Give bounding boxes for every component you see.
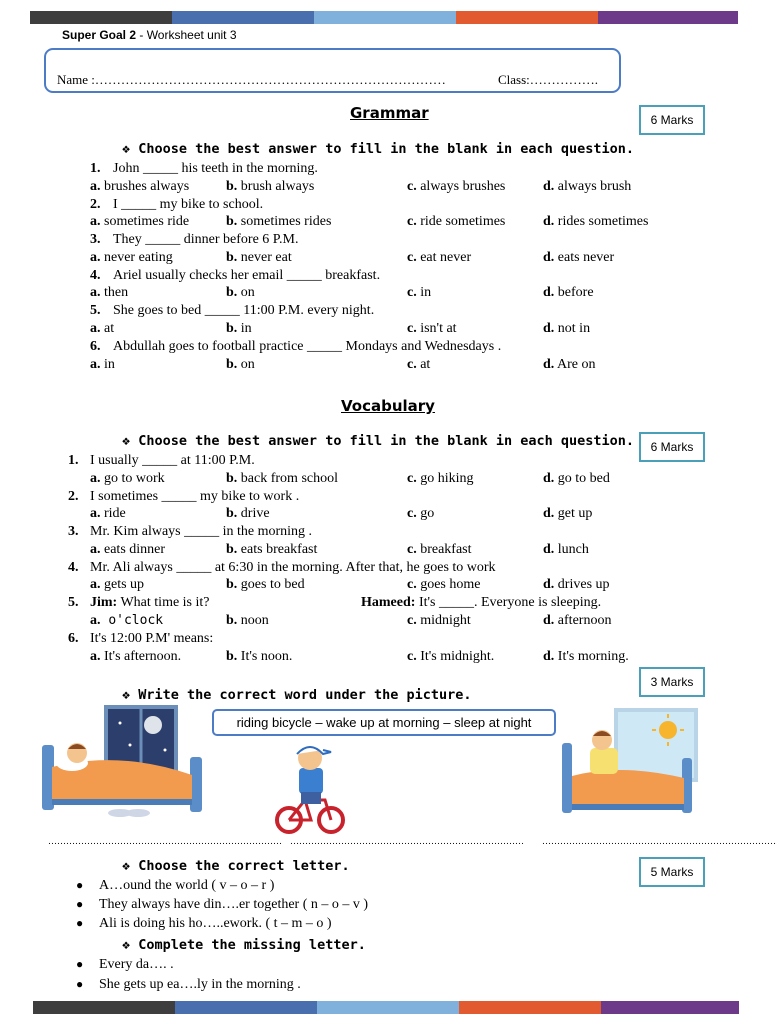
option-c[interactable] [407,471,474,487]
option-c[interactable] [407,613,471,629]
bullet-icon: ● [76,957,84,971]
option-text: back from school [237,470,338,486]
option-text: on [237,356,255,372]
option-b[interactable] [226,250,292,266]
name-box [44,48,621,93]
option-b[interactable] [226,649,292,665]
missing-letter-instruction: ❖ Complete the missing letter. [122,937,366,953]
option-letter: b. [226,356,238,372]
option-text: in [416,285,432,301]
option-letter: d. [543,285,555,301]
option-d[interactable] [543,613,611,629]
question-text: It's 12:00 P.M' means: [90,631,214,646]
grammar-title: Grammar [350,104,429,122]
question-number: 2. [90,196,101,212]
option-letter: a. [90,612,101,628]
option-text: lunch [554,541,589,557]
option-d[interactable] [543,179,631,195]
option-text: eat never [416,249,472,265]
question-text: She goes to bed _____ 11:00 P.M. every night. [113,303,375,319]
option-letter: b. [226,285,238,301]
bar-segment-1 [33,1001,175,1014]
option-letter: d. [543,320,555,336]
option-a[interactable] [90,357,115,373]
option-text: It's midnight. [416,648,495,664]
bar-segment-4 [459,1001,601,1014]
option-text: before [554,285,594,301]
option-letter: a. [90,541,101,557]
missing-letter-text[interactable]: She gets up ea….ly in the morning . [99,976,301,992]
option-text: eats dinner [100,541,166,557]
option-letter: c. [407,285,417,301]
option-text: brushes always [100,178,190,194]
option-d[interactable] [543,577,610,593]
pictures-marks-badge: 3 Marks [639,667,705,697]
option-text: eats breakfast [237,541,318,557]
option-letter: d. [543,249,555,265]
option-text: at [100,320,115,336]
option-b[interactable] [226,506,270,522]
question-text: I _____ my bike to school. [113,196,264,212]
option-letter: a. [90,470,101,486]
option-text: It's morning. [554,648,629,664]
option-letter: a. [90,577,101,593]
question-text: They _____ dinner before 6 P.M. [113,232,299,248]
book-title: Super Goal 2 [62,28,137,42]
bar-segment-5 [601,1001,739,1014]
option-text: drive [237,506,270,522]
option-letter: c. [407,612,417,628]
option-d[interactable] [543,285,594,301]
option-text: isn't at [416,320,457,336]
option-text: go to bed [554,470,610,486]
option-text: Are on [554,356,596,372]
option-b[interactable] [226,542,317,558]
option-d[interactable] [543,542,589,558]
option-text: not in [554,320,591,336]
option-letter: a. [90,320,101,336]
option-c[interactable] [407,321,457,337]
option-letter: b. [226,470,238,486]
option-d[interactable] [543,471,610,487]
option-letter: b. [226,648,238,664]
option-letter: c. [407,249,417,265]
option-a[interactable] [90,471,165,487]
question-number: 4. [68,559,79,575]
option-text: noon [237,612,269,628]
class-field[interactable]: Class:……………. [498,72,599,87]
option-text: never eating [100,249,173,265]
option-text: in [237,320,252,336]
option-text: brush always [237,178,315,194]
option-a[interactable] [90,321,114,337]
option-letter: a. [90,249,101,265]
bullet-icon: ● [76,976,84,991]
option-text: o'clock [100,612,164,628]
bullet-icon: ● [76,878,84,892]
option-text: drives up [554,577,610,593]
option-letter: a. [90,506,101,522]
option-text: at [416,356,431,372]
option-letter: a. [90,214,101,230]
question-text: Mr. Kim always _____ in the morning . [90,524,313,540]
option-b[interactable] [226,179,314,195]
option-letter: d. [543,178,555,194]
bar-segment-5 [598,11,738,24]
option-letter: c. [407,320,417,336]
option-text: never eat [237,249,292,265]
option-letter: c. [407,577,417,593]
option-letter: b. [226,320,238,336]
option-text: eats never [554,249,615,265]
pictures-instruction: ❖ Write the correct word under the picture. [122,687,472,703]
question-number: 6. [90,339,101,354]
option-letter: b. [226,249,238,265]
question-number: 5. [68,595,79,611]
vocabulary-title: Vocabulary [341,397,435,415]
option-letter: a. [90,178,101,194]
option-b[interactable] [226,285,255,301]
option-b[interactable] [226,321,252,337]
question-line-2 [361,595,601,611]
option-text: gets up [100,577,145,593]
option-c[interactable] [407,250,471,266]
option-letter: c. [407,541,417,557]
option-letter: d. [543,506,555,522]
grammar-marks-badge: 6 Marks [639,105,705,135]
option-d[interactable] [543,357,596,373]
question-text: Abdullah goes to football practice _____ Mondays and Wednesdays . [113,339,502,354]
option-b[interactable] [226,471,338,487]
speaker-label: Hameed: [361,595,416,611]
option-text: on [237,285,255,301]
question-text: John _____ his teeth in the morning. [113,161,318,176]
option-text: goes home [416,577,481,593]
option-text: It's noon. [237,648,293,664]
option-text: always brush [554,178,632,194]
option-a[interactable] [90,214,189,230]
letter-choice-text[interactable]: A…ound the world ( v – o – r ) [99,878,275,893]
option-c[interactable] [407,577,480,593]
letter-choice-text[interactable]: Ali is doing his ho…..ework. ( t – m – o ) [99,916,332,932]
question-text: I usually _____ at 11:00 P.M. [90,453,255,468]
question-number: 4. [90,267,101,283]
letters-marks-badge: 5 Marks [639,857,705,887]
option-b[interactable] [226,613,269,629]
answer-blank-3[interactable]: …………………………………………………………………… [542,836,776,846]
answer-blank-1[interactable]: …………………………………………………………………… [48,836,282,846]
option-text: sometimes rides [237,214,332,230]
question-text: Ariel usually checks her email _____ breakfast. [113,267,381,283]
option-letter: d. [543,356,555,372]
sleep-at-night-picture [40,705,218,820]
question-number: 1. [68,453,79,468]
option-a[interactable] [90,649,181,665]
option-text: go to work [100,470,165,486]
option-c[interactable] [407,506,434,522]
option-c[interactable] [407,285,431,301]
option-text: go hiking [416,470,474,486]
answer-blank-2[interactable]: …………………………………………………………………… [290,836,524,846]
option-text: always brushes [416,178,506,194]
option-text: rides sometimes [554,214,649,230]
letters-instruction: ❖ Choose the correct letter. [122,858,350,874]
option-text: sometimes ride [100,214,190,230]
option-d[interactable] [543,214,648,230]
option-letter: c. [407,506,417,522]
bar-segment-4 [456,11,598,24]
option-text: get up [554,506,593,522]
option-text: It's afternoon. [100,648,182,664]
question-number: 6. [68,631,79,646]
option-c[interactable] [407,649,494,665]
worksheet-subtitle: - Worksheet unit 3 [136,28,237,42]
option-letter: b. [226,541,238,557]
option-letter: c. [407,356,417,372]
grammar-instruction: ❖ Choose the best answer to fill in the blank in each question. [122,141,635,157]
option-c[interactable] [407,179,505,195]
option-text: then [100,285,129,301]
option-text: breakfast [416,541,472,557]
question-number: 2. [68,488,79,504]
option-text: afternoon [554,612,612,628]
wake-up-at-morning-picture [560,708,705,823]
option-a[interactable] [90,506,126,522]
option-letter: d. [543,612,555,628]
option-letter: c. [407,470,417,486]
option-d[interactable] [543,506,592,522]
option-letter: c. [407,214,417,230]
option-letter: b. [226,577,238,593]
option-letter: d. [543,470,555,486]
option-a[interactable] [90,285,128,301]
option-a[interactable] [90,577,144,593]
word-bank-box: riding bicycle – wake up at morning – sleep at night [212,709,556,736]
option-letter: a. [90,356,101,372]
option-d[interactable] [543,250,614,266]
option-text: goes to bed [237,577,305,593]
option-c[interactable] [407,214,505,230]
question-text: I sometimes _____ my bike to work . [90,488,300,504]
option-letter: c. [407,648,417,664]
option-b[interactable] [226,357,255,373]
option-letter: b. [226,612,238,628]
vocabulary-marks-badge: 6 Marks [639,432,705,462]
option-a[interactable] [90,250,173,266]
bar-segment-2 [175,1001,317,1014]
option-text: ride sometimes [416,214,506,230]
question-text: What time is it? [117,595,210,611]
question-number: 1. [90,161,101,176]
option-letter: a. [90,648,101,664]
worksheet-header [62,28,237,42]
question-number: 5. [90,303,101,319]
bar-segment-3 [314,11,456,24]
speaker-label: Jim: [90,595,118,611]
question-number: 3. [68,524,79,540]
option-d[interactable] [543,649,629,665]
vocabulary-instruction: ❖ Choose the best answer to fill in the blank in each question. [122,433,635,449]
option-a[interactable] [90,613,163,629]
option-text: midnight [416,612,471,628]
question-text: It's _____. Everyone is sleeping. [415,595,602,611]
option-b[interactable] [226,577,305,593]
bullet-icon: ● [76,897,84,912]
question-text: Mr. Ali always _____ at 6:30 in the morning. After that, he goes to work [90,559,496,575]
option-text: go [416,506,435,522]
question-line-1 [90,595,210,611]
option-letter: a. [90,285,101,301]
option-a[interactable] [90,542,165,558]
option-b[interactable] [226,214,331,230]
option-text: ride [100,506,126,522]
option-letter: b. [226,214,238,230]
name-field[interactable]: Name :……………………………………………………………………… [57,72,446,87]
option-c[interactable] [407,542,472,558]
bar-segment-2 [172,11,314,24]
question-number: 3. [90,232,101,248]
option-a[interactable] [90,179,189,195]
bar-segment-1 [30,11,172,24]
option-letter: b. [226,506,238,522]
option-letter: d. [543,541,555,557]
option-d[interactable] [543,321,590,337]
letter-choice-text[interactable]: They always have din….er together ( n – o – v ) [99,897,369,913]
missing-letter-text[interactable]: Every da…. . [99,957,174,972]
bullet-icon: ● [76,916,84,931]
option-c[interactable] [407,357,430,373]
bar-segment-3 [317,1001,459,1014]
option-letter: d. [543,214,555,230]
option-letter: c. [407,178,417,194]
option-text: in [100,356,115,372]
riding-bicycle-picture [275,738,345,838]
option-letter: d. [543,577,555,593]
option-letter: b. [226,178,238,194]
option-letter: d. [543,648,555,664]
